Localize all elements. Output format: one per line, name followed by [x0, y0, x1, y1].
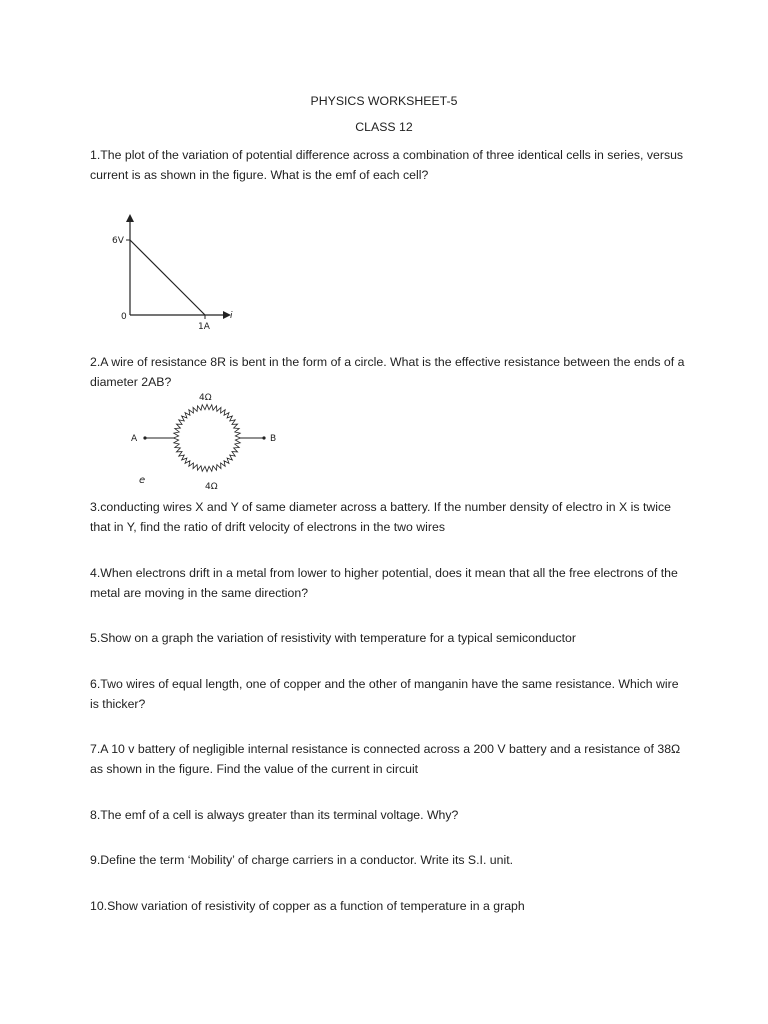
- origin-label: 0: [121, 312, 127, 322]
- question-2: 2.A wire of resistance 8R is bent in the form of a circle. What is the effective resistance between the ends of a diameter 2AB?: [90, 355, 685, 389]
- y-tick-label: 6V: [112, 236, 124, 246]
- class-label: CLASS 12: [355, 120, 413, 134]
- bottom-resistance-label: 4Ω: [205, 482, 218, 492]
- question-10: 10.Show variation of resistivity of copper as a function of temperature in a graph: [90, 899, 525, 913]
- question-5: 5.Show on a graph the variation of resistivity with temperature for a typical semiconductor: [90, 631, 576, 645]
- x-axis-label: i: [230, 311, 233, 321]
- vi-graph-figure: [105, 208, 245, 338]
- y-axis-arrow: [126, 214, 134, 222]
- question-6: 6.Two wires of equal length, one of copper and the other of manganin have the same resistance. Which wire is thicker?: [90, 677, 679, 711]
- node-b-dot: [262, 436, 265, 439]
- question-8: 8.The emf of a cell is always greater than its terminal voltage. Why?: [90, 808, 459, 822]
- worksheet-title: PHYSICS WORKSHEET-5: [310, 94, 458, 108]
- stray-mark: e: [139, 475, 146, 486]
- x-tick-label: 1A: [198, 322, 210, 332]
- question-4: 4.When electrons drift in a metal from lower to higher potential, does it mean that all the free electrons of the metal are moving in the same direction?: [90, 566, 678, 600]
- question-7: 7.A 10 v battery of negligible internal resistance is connected across a 200 V battery and a resistance of 38Ω as shown in the figure. Find the value of the current in circuit: [90, 742, 681, 776]
- node-a-dot: [143, 436, 146, 439]
- question-9: 9.Define the term ‘Mobility’ of charge carriers in a conductor. Write its S.I. unit.: [90, 853, 514, 867]
- vi-line: [130, 240, 205, 315]
- circle-circuit-figure: [125, 390, 290, 495]
- node-b-label: B: [270, 434, 277, 444]
- question-3: 3.conducting wires X and Y of same diameter across a battery. If the number density of electro in X is twice that in Y, find the ratio of drift velocity of electrons in the two wires: [90, 500, 671, 534]
- resistance-coil: [173, 404, 240, 471]
- node-a-label: A: [131, 434, 138, 444]
- top-resistance-label: 4Ω: [199, 393, 212, 403]
- zigzag-resistor-ring: [173, 404, 240, 471]
- question-1: 1.The plot of the variation of potential difference across a combination of three identical cells in series, versus current is as shown in the figure. What is the emf of each cell?: [90, 148, 684, 182]
